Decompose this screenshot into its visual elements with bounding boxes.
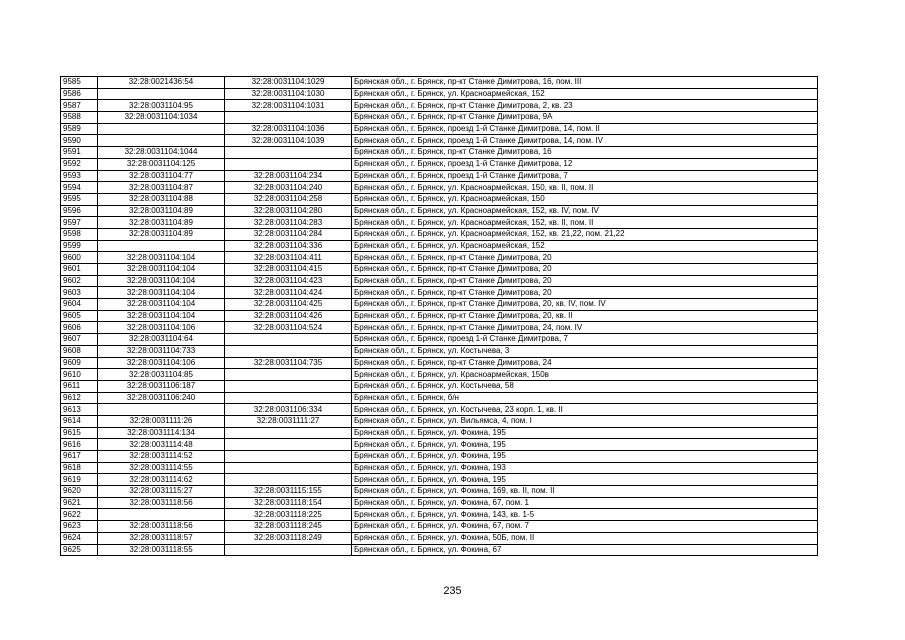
cadastral-number-cell: 32:28:0031106:240 xyxy=(98,392,225,404)
cadastral-number-cell: 32:28:0031104:106 xyxy=(98,322,225,334)
premises-cadastral-cell xyxy=(225,147,352,159)
row-number-cell: 9613 xyxy=(61,404,98,416)
row-number-cell: 9602 xyxy=(61,275,98,287)
address-cell: Брянская обл., г. Брянск, ул. Красноармейская, 152, кв. IV, пом. IV xyxy=(352,205,818,217)
premises-cadastral-cell: 32:28:0031104:1030 xyxy=(225,88,352,100)
address-cell: Брянская обл., г. Брянск, ул. Фокина, 193 xyxy=(352,462,818,474)
cadastral-number-cell: 32:28:0031114:62 xyxy=(98,474,225,486)
premises-cadastral-cell: 32:28:0031104:240 xyxy=(225,182,352,194)
cadastral-number-cell: 32:28:0031104:95 xyxy=(98,100,225,112)
premises-cadastral-cell: 32:28:0031118:154 xyxy=(225,497,352,509)
table-row xyxy=(61,462,818,474)
premises-cadastral-cell: 32:28:0031104:411 xyxy=(225,252,352,264)
address-cell: Брянская обл., г. Брянск, ул. Костычева, 3 xyxy=(352,345,818,357)
address-cell: Брянская обл., г. Брянск, пр-кт Станке Димитрова, 16 xyxy=(352,147,818,159)
cadastral-number-cell: 32:28:0031104:106 xyxy=(98,357,225,369)
address-cell: Брянская обл., г. Брянск, б/н xyxy=(352,392,818,404)
cadastral-number-cell xyxy=(98,123,225,135)
premises-cadastral-cell xyxy=(225,474,352,486)
row-number-cell: 9612 xyxy=(61,392,98,404)
cadastral-number-cell: 32:28:0031104:104 xyxy=(98,252,225,264)
table-row xyxy=(61,299,818,311)
address-cell: Брянская обл., г. Брянск, ул. Фокина, 195 xyxy=(352,451,818,463)
row-number-cell: 9615 xyxy=(61,427,98,439)
table-row xyxy=(61,182,818,194)
table-row xyxy=(61,451,818,463)
premises-cadastral-cell xyxy=(225,345,352,357)
table-row xyxy=(61,427,818,439)
address-cell: Брянская обл., г. Брянск, ул. Костычева, 23 корп. 1, кв. II xyxy=(352,404,818,416)
table-row xyxy=(61,509,818,521)
premises-cadastral-cell xyxy=(225,334,352,346)
address-cell: Брянская обл., г. Брянск, ул. Красноармейская, 150в xyxy=(352,369,818,381)
premises-cadastral-cell xyxy=(225,369,352,381)
page-number: 235 xyxy=(443,585,462,597)
address-cell: Брянская обл., г. Брянск, проезд 1-й Станке Димитрова, 7 xyxy=(352,334,818,346)
address-cell: Брянская обл., г. Брянск, ул. Красноармейская, 150 xyxy=(352,193,818,205)
cadastral-number-cell: 32:28:0031118:56 xyxy=(98,521,225,533)
address-cell: Брянская обл., г. Брянск, пр-кт Станке Димитрова, 20, кв. II xyxy=(352,310,818,322)
cadastral-number-cell: 32:28:0031104:104 xyxy=(98,264,225,276)
cadastral-number-cell: 32:28:0031104:64 xyxy=(98,334,225,346)
address-cell: Брянская обл., г. Брянск, ул. Фокина, 67, пом. 1 xyxy=(352,497,818,509)
row-number-cell: 9587 xyxy=(61,100,98,112)
table-row xyxy=(61,474,818,486)
row-number-cell: 9586 xyxy=(61,88,98,100)
address-cell: Брянская обл., г. Брянск, ул. Вильямса, 4, пом. I xyxy=(352,415,818,427)
table-row xyxy=(61,88,818,100)
row-number-cell: 9619 xyxy=(61,474,98,486)
premises-cadastral-cell: 32:28:0031104:283 xyxy=(225,217,352,229)
row-number-cell: 9589 xyxy=(61,123,98,135)
row-number-cell: 9607 xyxy=(61,334,98,346)
address-cell: Брянская обл., г. Брянск, ул. Фокина, 67, пом. 7 xyxy=(352,521,818,533)
premises-cadastral-cell xyxy=(225,380,352,392)
row-number-cell: 9610 xyxy=(61,369,98,381)
table-row xyxy=(61,112,818,124)
row-number-cell: 9609 xyxy=(61,357,98,369)
table-row xyxy=(61,404,818,416)
row-number-cell: 9617 xyxy=(61,451,98,463)
address-cell: Брянская обл., г. Брянск, пр-кт Станке Димитрова, 20 xyxy=(352,264,818,276)
row-number-cell: 9616 xyxy=(61,439,98,451)
cadastral-number-cell: 32:28:0031104:88 xyxy=(98,193,225,205)
premises-cadastral-cell xyxy=(225,544,352,556)
cadastral-number-cell: 32:28:0031118:55 xyxy=(98,544,225,556)
address-cell: Брянская обл., г. Брянск, ул. Фокина, 50Б, пом. II xyxy=(352,532,818,544)
cadastral-number-cell xyxy=(98,404,225,416)
address-cell: Брянская обл., г. Брянск, ул. Фокина, 195 xyxy=(352,427,818,439)
row-number-cell: 9596 xyxy=(61,205,98,217)
premises-cadastral-cell: 32:28:0031104:336 xyxy=(225,240,352,252)
premises-cadastral-cell xyxy=(225,112,352,124)
cadastral-number-cell: 32:28:0031104:87 xyxy=(98,182,225,194)
row-number-cell: 9597 xyxy=(61,217,98,229)
row-number-cell: 9599 xyxy=(61,240,98,252)
cadastral-number-cell: 32:28:0031104:89 xyxy=(98,205,225,217)
table-row xyxy=(61,486,818,498)
premises-cadastral-cell: 32:28:0031104:426 xyxy=(225,310,352,322)
table-row xyxy=(61,193,818,205)
premises-cadastral-cell: 32:28:0031106:334 xyxy=(225,404,352,416)
table-row xyxy=(61,392,818,404)
address-cell: Брянская обл., г. Брянск, пр-кт Станке Димитрова, 20, кв. IV, пом. IV xyxy=(352,299,818,311)
table-row xyxy=(61,369,818,381)
row-number-cell: 9598 xyxy=(61,228,98,240)
address-cell: Брянская обл., г. Брянск, пр-кт Станке Димитрова, 9А xyxy=(352,112,818,124)
table-row xyxy=(61,147,818,159)
row-number-cell: 9585 xyxy=(61,77,98,89)
table-row xyxy=(61,77,818,89)
cadastral-number-cell: 32:28:0031106:187 xyxy=(98,380,225,392)
table-row xyxy=(61,135,818,147)
cadastral-number-cell: 32:28:0031104:1044 xyxy=(98,147,225,159)
premises-cadastral-cell: 32:28:0031104:1036 xyxy=(225,123,352,135)
cadastral-number-cell xyxy=(98,88,225,100)
table-row xyxy=(61,310,818,322)
address-cell: Брянская обл., г. Брянск, пр-кт Станке Димитрова, 24 xyxy=(352,357,818,369)
table-row xyxy=(61,439,818,451)
address-cell: Брянская обл., г. Брянск, ул. Фокина, 169, кв. II, пом. II xyxy=(352,486,818,498)
row-number-cell: 9608 xyxy=(61,345,98,357)
premises-cadastral-cell: 32:28:0031104:735 xyxy=(225,357,352,369)
register-table-body xyxy=(61,77,818,556)
row-number-cell: 9605 xyxy=(61,310,98,322)
row-number-cell: 9600 xyxy=(61,252,98,264)
table-row xyxy=(61,544,818,556)
row-number-cell: 9624 xyxy=(61,532,98,544)
premises-cadastral-cell xyxy=(225,427,352,439)
row-number-cell: 9592 xyxy=(61,158,98,170)
cadastral-number-cell: 32:28:0031114:134 xyxy=(98,427,225,439)
cadastral-number-cell: 32:28:0031104:104 xyxy=(98,310,225,322)
cadastral-number-cell: 32:28:0031118:56 xyxy=(98,497,225,509)
premises-cadastral-cell: 32:28:0031104:425 xyxy=(225,299,352,311)
address-cell: Брянская обл., г. Брянск, пр-кт Станке Димитрова, 2, кв. 23 xyxy=(352,100,818,112)
table-row xyxy=(61,240,818,252)
cadastral-number-cell: 32:28:0031104:733 xyxy=(98,345,225,357)
cadastral-number-cell xyxy=(98,135,225,147)
row-number-cell: 9591 xyxy=(61,147,98,159)
table-row xyxy=(61,415,818,427)
address-cell: Брянская обл., г. Брянск, пр-кт Станке Димитрова, 20 xyxy=(352,275,818,287)
premises-cadastral-cell: 32:28:0031104:284 xyxy=(225,228,352,240)
address-cell: Брянская обл., г. Брянск, пр-кт Станке Димитрова, 24, пом. IV xyxy=(352,322,818,334)
address-cell: Брянская обл., г. Брянск, пр-кт Станке Димитрова, 20 xyxy=(352,252,818,264)
cadastral-number-cell: 32:28:0031115:27 xyxy=(98,486,225,498)
cadastral-number-cell: 32:28:0031114:52 xyxy=(98,451,225,463)
row-number-cell: 9594 xyxy=(61,182,98,194)
row-number-cell: 9622 xyxy=(61,509,98,521)
premises-cadastral-cell xyxy=(225,451,352,463)
cadastral-number-cell: 32:28:0031118:57 xyxy=(98,532,225,544)
address-cell: Брянская обл., г. Брянск, ул. Фокина, 195 xyxy=(352,474,818,486)
premises-cadastral-cell: 32:28:0031115:155 xyxy=(225,486,352,498)
row-number-cell: 9593 xyxy=(61,170,98,182)
cadastral-number-cell: 32:28:0021436:54 xyxy=(98,77,225,89)
premises-cadastral-cell: 32:28:0031111:27 xyxy=(225,415,352,427)
row-number-cell: 9603 xyxy=(61,287,98,299)
premises-cadastral-cell: 32:28:0031104:234 xyxy=(225,170,352,182)
premises-cadastral-cell: 32:28:0031104:524 xyxy=(225,322,352,334)
row-number-cell: 9625 xyxy=(61,544,98,556)
table-row xyxy=(61,357,818,369)
row-number-cell: 9606 xyxy=(61,322,98,334)
table-row xyxy=(61,345,818,357)
premises-cadastral-cell: 32:28:0031104:423 xyxy=(225,275,352,287)
cadastral-number-cell: 32:28:0031104:104 xyxy=(98,287,225,299)
address-cell: Брянская обл., г. Брянск, ул. Красноармейская, 152 xyxy=(352,240,818,252)
cadastral-number-cell: 32:28:0031104:89 xyxy=(98,217,225,229)
table-row xyxy=(61,521,818,533)
address-cell: Брянская обл., г. Брянск, ул. Фокина, 195 xyxy=(352,439,818,451)
premises-cadastral-cell: 32:28:0031104:424 xyxy=(225,287,352,299)
table-row xyxy=(61,158,818,170)
premises-cadastral-cell xyxy=(225,462,352,474)
table-row xyxy=(61,100,818,112)
premises-cadastral-cell: 32:28:0031104:280 xyxy=(225,205,352,217)
table-row xyxy=(61,252,818,264)
cadastral-number-cell: 32:28:0031104:1034 xyxy=(98,112,225,124)
table-row xyxy=(61,532,818,544)
cadastral-number-cell: 32:28:0031104:89 xyxy=(98,228,225,240)
row-number-cell: 9620 xyxy=(61,486,98,498)
premises-cadastral-cell: 32:28:0031104:1039 xyxy=(225,135,352,147)
table-row xyxy=(61,205,818,217)
address-cell: Брянская обл., г. Брянск, проезд 1-й Станке Димитрова, 14, пом. II xyxy=(352,123,818,135)
row-number-cell: 9595 xyxy=(61,193,98,205)
table-row xyxy=(61,334,818,346)
cadastral-number-cell: 32:28:0031111:26 xyxy=(98,415,225,427)
row-number-cell: 9588 xyxy=(61,112,98,124)
table-row xyxy=(61,228,818,240)
cadastral-number-cell: 32:28:0031104:104 xyxy=(98,299,225,311)
address-cell: Брянская обл., г. Брянск, пр-кт Станке Димитрова, 16, пом. III xyxy=(352,77,818,89)
address-cell: Брянская обл., г. Брянск, ул. Костычева, 58 xyxy=(352,380,818,392)
address-cell: Брянская обл., г. Брянск, ул. Красноармейская, 152, кв. 21,22, пом. 21,22 xyxy=(352,228,818,240)
premises-cadastral-cell: 32:28:0031118:249 xyxy=(225,532,352,544)
cadastral-number-cell: 32:28:0031104:85 xyxy=(98,369,225,381)
premises-cadastral-cell: 32:28:0031104:1031 xyxy=(225,100,352,112)
premises-cadastral-cell: 32:28:0031104:1029 xyxy=(225,77,352,89)
cadastral-number-cell xyxy=(98,240,225,252)
address-cell: Брянская обл., г. Брянск, ул. Фокина, 67 xyxy=(352,544,818,556)
table-row xyxy=(61,275,818,287)
address-cell: Брянская обл., г. Брянск, ул. Красноармейская, 152, кв. II, пом. II xyxy=(352,217,818,229)
cadastral-number-cell: 32:28:0031114:55 xyxy=(98,462,225,474)
premises-cadastral-cell: 32:28:0031118:245 xyxy=(225,521,352,533)
row-number-cell: 9590 xyxy=(61,135,98,147)
premises-cadastral-cell: 32:28:0031118:225 xyxy=(225,509,352,521)
premises-cadastral-cell xyxy=(225,392,352,404)
address-cell: Брянская обл., г. Брянск, ул. Красноармейская, 150, кв. II, пом. II xyxy=(352,182,818,194)
cadastral-number-cell: 32:28:0031114:48 xyxy=(98,439,225,451)
table-row xyxy=(61,217,818,229)
address-cell: Брянская обл., г. Брянск, проезд 1-й Станке Димитрова, 7 xyxy=(352,170,818,182)
property-register-table xyxy=(60,76,818,556)
table-row xyxy=(61,123,818,135)
table-row xyxy=(61,380,818,392)
premises-cadastral-cell xyxy=(225,158,352,170)
row-number-cell: 9601 xyxy=(61,264,98,276)
address-cell: Брянская обл., г. Брянск, проезд 1-й Станке Димитрова, 12 xyxy=(352,158,818,170)
premises-cadastral-cell: 32:28:0031104:258 xyxy=(225,193,352,205)
premises-cadastral-cell: 32:28:0031104:415 xyxy=(225,264,352,276)
row-number-cell: 9623 xyxy=(61,521,98,533)
cadastral-number-cell xyxy=(98,509,225,521)
table-row xyxy=(61,497,818,509)
address-cell: Брянская обл., г. Брянск, ул. Фокина, 143, кв. 1-5 xyxy=(352,509,818,521)
table-row xyxy=(61,264,818,276)
address-cell: Брянская обл., г. Брянск, ул. Красноармейская, 152 xyxy=(352,88,818,100)
table-row xyxy=(61,322,818,334)
table-row xyxy=(61,287,818,299)
row-number-cell: 9611 xyxy=(61,380,98,392)
cadastral-number-cell: 32:28:0031104:77 xyxy=(98,170,225,182)
cadastral-number-cell: 32:28:0031104:125 xyxy=(98,158,225,170)
row-number-cell: 9604 xyxy=(61,299,98,311)
address-cell: Брянская обл., г. Брянск, проезд 1-й Станке Димитрова, 14, пом. IV xyxy=(352,135,818,147)
row-number-cell: 9614 xyxy=(61,415,98,427)
address-cell: Брянская обл., г. Брянск, пр-кт Станке Димитрова, 20 xyxy=(352,287,818,299)
cadastral-number-cell: 32:28:0031104:104 xyxy=(98,275,225,287)
table-row xyxy=(61,170,818,182)
row-number-cell: 9618 xyxy=(61,462,98,474)
row-number-cell: 9621 xyxy=(61,497,98,509)
premises-cadastral-cell xyxy=(225,439,352,451)
